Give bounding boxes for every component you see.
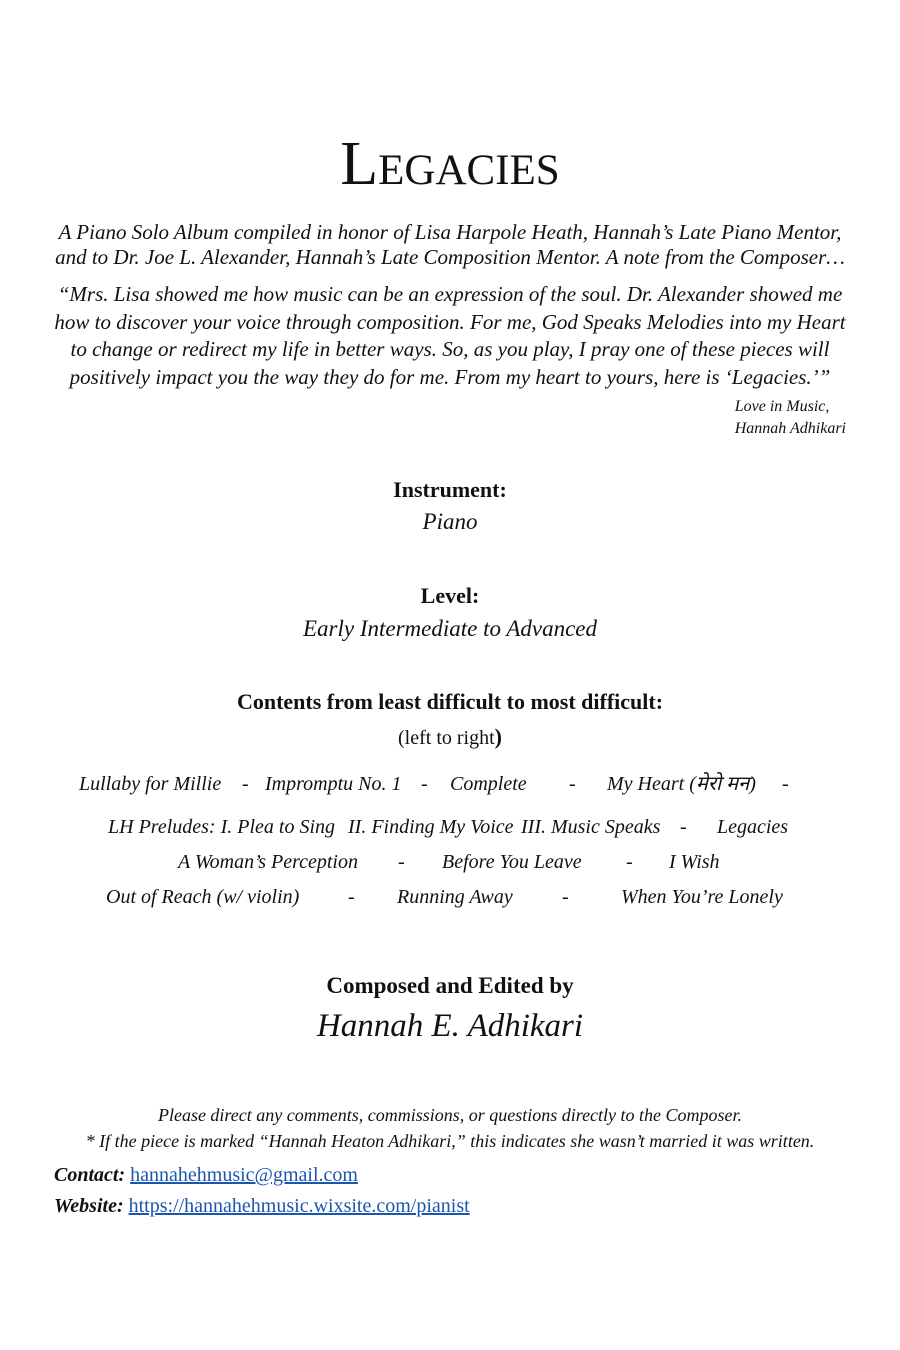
contents-row-3 — [0, 847, 900, 877]
contents-heading: Contents from least difficult to most difficult: — [236, 689, 664, 714]
signature-closing: Love in Music, — [734, 398, 830, 415]
order-note-text: (left to right — [398, 727, 495, 749]
piece-title: Complete — [450, 773, 527, 795]
quote-signature — [735, 396, 846, 440]
piece-title: Running Away — [397, 886, 513, 908]
website-link[interactable]: https://hannahehmusic.wixsite.com/pianist — [128, 1195, 470, 1217]
contents-row-2 — [0, 812, 900, 842]
piece-title: LH Preludes: I. Plea to Sing — [108, 816, 336, 838]
piece-title: Legacies — [717, 816, 789, 838]
composer-name: Hannah E. Adhikari — [316, 1008, 584, 1044]
separator: - — [782, 773, 789, 795]
quote-line: to change or redirect my life in better ways. So, as you play, I pray one of these pieces will — [70, 337, 830, 361]
level-value: Early Intermediate to Advanced — [302, 616, 597, 641]
signature-name: Hannah Adhikari — [734, 420, 846, 437]
contact-label: Contact: — [54, 1164, 126, 1186]
quote-line: how to discover your voice through composition. For me, God Speaks Melodies into my Heart — [54, 309, 846, 334]
piece-title: III. Music Speaks — [521, 816, 661, 838]
piece-title: II. Finding My Voice — [348, 816, 514, 838]
contents-row-1 — [0, 769, 900, 799]
contact-email-link[interactable]: hannahehmusic@gmail.com — [130, 1164, 358, 1186]
level-label: Level: — [420, 583, 480, 608]
composer-quote — [40, 281, 860, 391]
contact-line — [54, 1162, 358, 1188]
contents-row-4 — [0, 882, 900, 912]
album-subtitle — [40, 220, 860, 270]
quote-line: positively impact you the way they do for me. From my heart to yours, here is ‘Legacies.’” — [69, 364, 831, 389]
piece-title: Lullaby for Millie — [79, 773, 222, 795]
quote-line: “Mrs. Lisa showed me how music can be an expression of the soul. Dr. Alexander showed me — [57, 282, 843, 306]
separator: - — [569, 773, 576, 795]
separator: - — [626, 851, 633, 873]
piece-title: My Heart (मेरो मन) — [607, 773, 756, 795]
instrument-label: Instrument: — [393, 477, 507, 502]
separator: - — [242, 773, 249, 795]
contact-note: Please direct any comments, commissions, or questions directly to the Composer. — [157, 1105, 743, 1125]
subtitle-line: and to Dr. Joe L. Alexander, Hannah’s Late Composition Mentor. A note from the Composer… — [55, 245, 845, 269]
website-line — [54, 1193, 470, 1219]
piece-title: Impromptu No. 1 — [265, 773, 402, 795]
instrument-value: Piano — [422, 509, 478, 534]
piece-title: I Wish — [669, 851, 720, 873]
separator: - — [680, 816, 687, 838]
credits-label: Composed and Edited by — [326, 973, 574, 998]
name-note: * If the piece is marked “Hannah Heaton Adhikari,” this indicates she wasn’t married it was written. — [85, 1131, 815, 1151]
separator: - — [348, 886, 355, 908]
website-label: Website: — [54, 1195, 124, 1217]
piece-title: Out of Reach (w/ violin) — [106, 886, 300, 908]
separator: - — [562, 886, 569, 908]
order-note-paren: ) — [494, 724, 502, 749]
album-title: Legacies — [340, 130, 560, 198]
separator: - — [398, 851, 405, 873]
subtitle-line: A Piano Solo Album compiled in honor of Lisa Harpole Heath, Hannah’s Late Piano Mentor, — [58, 220, 842, 244]
contents-order-note — [0, 724, 900, 751]
separator: - — [421, 773, 428, 795]
piece-title: Before You Leave — [442, 851, 582, 873]
piece-title: When You’re Lonely — [621, 886, 783, 908]
piece-title: A Woman’s Perception — [178, 851, 358, 873]
